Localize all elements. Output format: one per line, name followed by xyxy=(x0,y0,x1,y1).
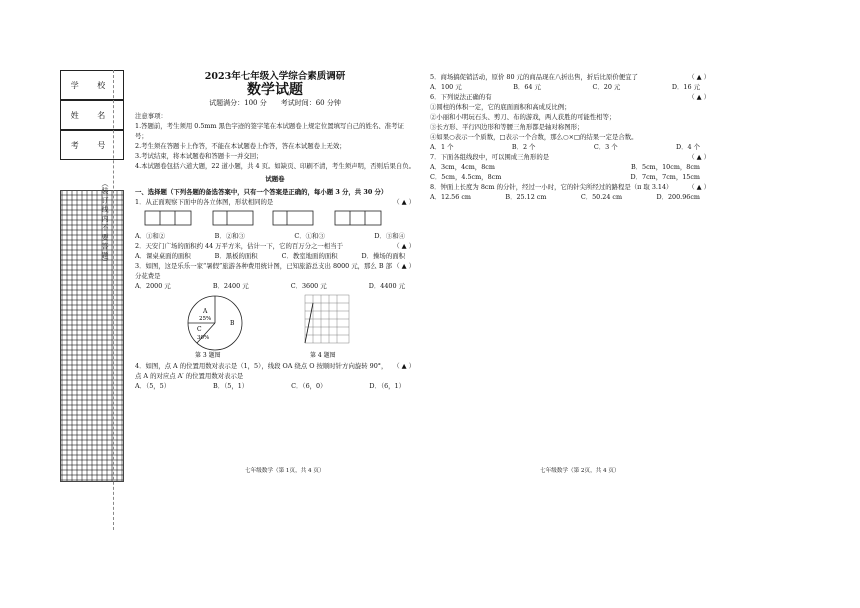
answer-mark: （ ▲ ） xyxy=(393,198,415,206)
statement: ①圆柱的体积一定，它的底面面积和高成反比例； xyxy=(430,103,571,111)
question-1-figure xyxy=(135,207,405,231)
option: A．12.56 cm xyxy=(430,193,471,201)
option: C．3 个 xyxy=(593,143,618,151)
question-7 xyxy=(430,152,710,162)
question-5 xyxy=(430,72,710,82)
exam-title: 2023年七年级入学综合素质调研 xyxy=(204,71,346,82)
binding-line-note: （装 订 线 内 不 要 答 题） xyxy=(101,180,109,266)
option: A．课桌桌面的面积 xyxy=(135,252,191,260)
question-text: 6．下列说法正确的有 xyxy=(430,93,492,101)
option: C．5cm，4.5cm，8cm xyxy=(430,173,502,181)
exam-number-label: 考 号 xyxy=(60,130,124,160)
option: B．黑板的面积 xyxy=(214,252,258,260)
question-text: 1．从正面观察下面中的各立体图，形状相同的是 xyxy=(135,198,274,206)
grid-figure xyxy=(305,295,349,343)
option: D．4 个 xyxy=(675,143,700,151)
question-1 xyxy=(135,197,415,207)
option: D．200.96cm xyxy=(656,193,700,201)
question-text: 2．天安门广场的面积约 44 万平方米，估计一下，它的百万分之一相当于 xyxy=(135,242,343,250)
option: C．①和③ xyxy=(294,232,325,240)
section-heading: 试题卷 xyxy=(265,175,285,183)
question-3-options xyxy=(135,281,415,291)
exam-meta: 试题满分：100 分 考试时间：60 分钟 xyxy=(209,99,341,107)
answer-mark: （ ▲ ） xyxy=(393,242,415,250)
question-text: 7．下面各组线段中，可以围成三角形的是 xyxy=(430,153,550,161)
option: B．2 个 xyxy=(511,143,536,151)
option: D．4400 元 xyxy=(368,282,405,290)
notice-item: 4.本试题卷包括六道大题，22 道小题，共 4 页。如缺页、印刷不清，考生须声明，否则后果自负。 xyxy=(135,162,416,170)
option: B．64 元 xyxy=(513,83,541,91)
part-heading: 一、选择题（下列各题的备选答案中，只有一个答案是正确的，每小题 3 分，共 30 分） xyxy=(135,188,388,196)
question-2-options xyxy=(135,251,415,261)
notice-item: 3.考试结束，将本试题卷和答题卡一并交回； xyxy=(135,152,263,160)
notice-item: 1.答题前，考生须用 0.5mm 黑色字迹的签字笔在本试题卷上规定位置填写自己的姓名、准考证号； xyxy=(135,122,404,140)
statement: ④如果○表示一个质数，□表示一个合数，那么○×□的结果一定是合数。 xyxy=(430,133,638,141)
question-7-options-row-1 xyxy=(430,162,710,172)
option: B．5cm，10cm，8cm xyxy=(630,163,700,171)
binding-strip xyxy=(60,70,124,530)
page-2 xyxy=(430,72,710,202)
question-8-options xyxy=(430,192,710,202)
subject-title: 数学试题 xyxy=(247,82,303,98)
option: B．②和③ xyxy=(214,232,245,240)
answer-mark: （ ▲ ） xyxy=(688,153,710,161)
question-8 xyxy=(430,182,710,192)
answer-mark: （ ▲ ） xyxy=(393,362,415,370)
pie-value-a: 25% xyxy=(199,316,212,322)
page-2-footer: 七年级数学（第 2页，共 4 页） xyxy=(540,468,620,474)
option: C．教室地面的面积 xyxy=(281,252,338,260)
pie-label-b: B xyxy=(230,320,235,327)
pie-label-a: A xyxy=(203,308,208,315)
question-text: 8．钟面上长度为 8cm 的分针，经过一小时，它的针尖所经过的路程是（π 取 3.14） xyxy=(430,183,673,191)
question-text: 3．如图，这是乐乐一家“暑假”旅游各种费用统计图，已知旅游总支出 8000 元，那么 B 部分花费是 xyxy=(135,262,392,280)
question-2 xyxy=(135,241,415,251)
statement: ②小丽和小明玩石头、剪刀、布的游戏，两人获胜的可能性相等； xyxy=(430,113,616,121)
page-1-footer: 七年级数学（第 1页，共 4 页） xyxy=(245,468,325,474)
option: B．（5，1） xyxy=(213,382,249,390)
question-5-options xyxy=(430,82,710,92)
question-4 xyxy=(135,361,415,381)
option: C．20 元 xyxy=(592,83,621,91)
question-3 xyxy=(135,261,415,281)
answer-mark: （ ▲ ） xyxy=(688,73,710,81)
option: A．（5，5） xyxy=(135,382,171,390)
answer-mark: （ ▲ ） xyxy=(393,262,415,270)
option: A．100 元 xyxy=(430,83,462,91)
option: D．③和④ xyxy=(374,232,405,240)
statement: ③长方形、平行四边形和等腰三角形都是轴对称图形； xyxy=(430,123,584,131)
option: B．2400 元 xyxy=(212,282,249,290)
question-text: 5．商场搞促销活动，原价 80 元的商品现在八折出售，折后比原价便宜了 xyxy=(430,73,638,81)
option: A．3cm，4cm，8cm xyxy=(430,163,495,171)
figure-4-caption: 第 4 题图 xyxy=(310,352,336,359)
option: D．（6，1） xyxy=(369,382,405,390)
question-1-options xyxy=(135,231,415,241)
option: B．25.12 cm xyxy=(505,193,547,201)
notice-item: 2.考生须在答题卡上作答，不能在本试题卷上作答，答在本试题卷上无效； xyxy=(135,142,346,150)
answer-mark: （ ▲ ） xyxy=(688,93,710,101)
option: C．50.24 cm xyxy=(580,193,623,201)
option: C．（6，0） xyxy=(291,382,327,390)
pie-label-c: C xyxy=(197,326,202,333)
question-6-options xyxy=(430,142,710,152)
answer-mark: （ ▲ ） xyxy=(688,183,710,191)
school-label: 学 校 xyxy=(60,70,124,100)
page-1 xyxy=(135,72,415,391)
notice-heading: 注意事项： xyxy=(135,112,167,120)
pie-value-c: 30% xyxy=(197,335,210,341)
option: A．1 个 xyxy=(430,143,454,151)
figure-3-caption: 第 3 题图 xyxy=(195,352,221,359)
question-6 xyxy=(430,92,710,102)
question-4-options xyxy=(135,381,415,391)
question-7-options-row-2 xyxy=(430,172,710,182)
option: C．3600 元 xyxy=(290,282,327,290)
option: A．2000 元 xyxy=(135,282,171,290)
option: D．操场的面积 xyxy=(361,252,405,260)
option: D．7cm，7cm，15cm xyxy=(630,173,700,181)
option: D．16 元 xyxy=(671,83,700,91)
question-text: 4．如图，点 A 的位置用数对表示是（1，5），线段 OA 绕点 O 按顺时针方向旋转 90°，点 A 的对应点 A′ 的位置用数对表示是 xyxy=(135,362,388,380)
exam-number-bubble-grid xyxy=(60,190,124,482)
cut-line xyxy=(113,70,114,530)
name-label: 姓 名 xyxy=(60,100,124,130)
question-3-4-figures xyxy=(135,291,405,361)
option: A．①和② xyxy=(135,232,166,240)
